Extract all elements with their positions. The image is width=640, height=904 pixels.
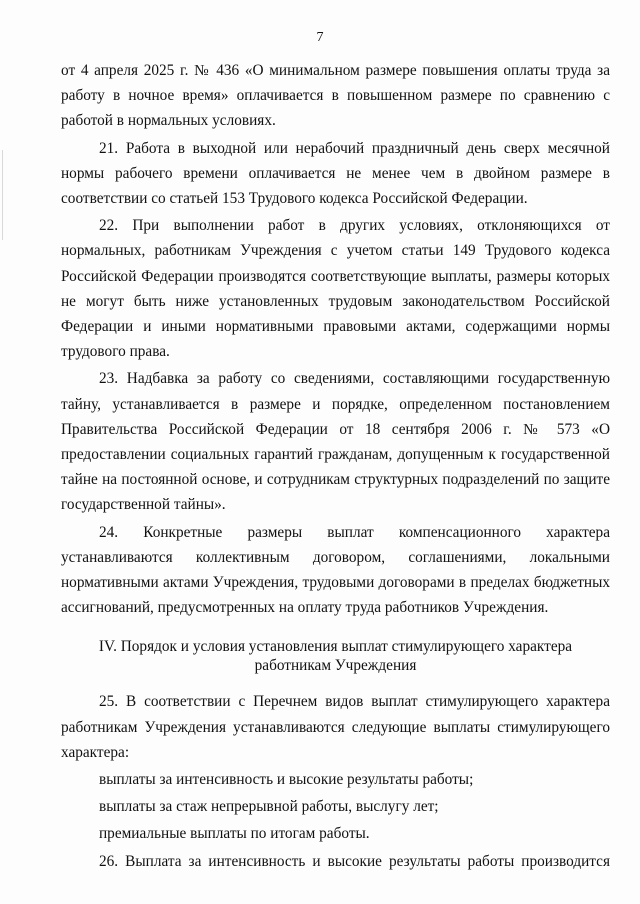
document-body: [61, 58, 610, 874]
list-item-seniority: выплаты за стаж непрерывной работы, выслугу лет;: [99, 798, 439, 816]
list-item-intensity: выплаты за интенсивность и высокие результаты работы;: [99, 771, 474, 789]
section-iv-heading-line-2: работникам Учреждения: [254, 657, 417, 675]
paragraph-26: 26. Выплата за интенсивность и высокие результаты работы производится: [99, 852, 610, 870]
scan-edge-mark: [2, 150, 3, 240]
paragraph-24: 24. Конкретные размеры выплат компенсационного характера устанавливаются коллективным договором, соглашениями, локальными нормативными актами Учреждения, трудовыми договорами в пределах бюджетных ассигнований, предусмотренных на оплату труда работников Учреждения.: [61, 523, 610, 617]
section-iv-heading: [61, 637, 610, 675]
paragraph-continuation: от 4 апреля 2025 г. № 436 «О минимальном размере повышения оплаты труда за работу в ночное время» оплачивается в повышенном размере по сравнению с работой в нормальных условиях.: [61, 62, 610, 130]
list-item-bonus: премиальные выплаты по итогам работы.: [99, 825, 370, 843]
paragraph-21: 21. Работа в выходной или нерабочий праздничный день сверх месячной нормы рабочего времени оплачивается не менее чем в двойном размере в соответствии со статьей 153 Трудового кодекса Российской Федерации.: [61, 139, 610, 208]
paragraph-23: 23. Надбавка за работу со сведениями, составляющими государственную тайну, устанавливается в размере и порядке, определенном постановлением Правительства Российской Федерации от 18 сентября 2006 г. № 573 «О предоставлении социальных гарантий гражданам, допущенным к государственной тайне на постоянной основе, и сотрудникам структурных подразделений по защите государственной тайны».: [61, 370, 610, 514]
section-iv-heading-line-1: IV. Порядок и условия установления выплат стимулирующего характера: [98, 638, 573, 656]
paragraph-22: 22. При выполнении работ в других условиях, отклоняющихся от нормальных, работникам Учреждения с учетом статьи 149 Трудового кодекса Российской Федерации производятся соответствующие выплаты, размеры которых не могут быть ниже установленных трудовым законодательством Российской Федерации и иными нормативными правовыми актами, содержащими нормы трудового права.: [61, 217, 610, 361]
paragraph-25: 25. В соответствии с Перечнем видов выплат стимулирующего характера работникам Учреждения устанавливаются следующие выплаты стимулирующего характера:: [61, 693, 610, 761]
page-number: 7: [316, 30, 324, 45]
